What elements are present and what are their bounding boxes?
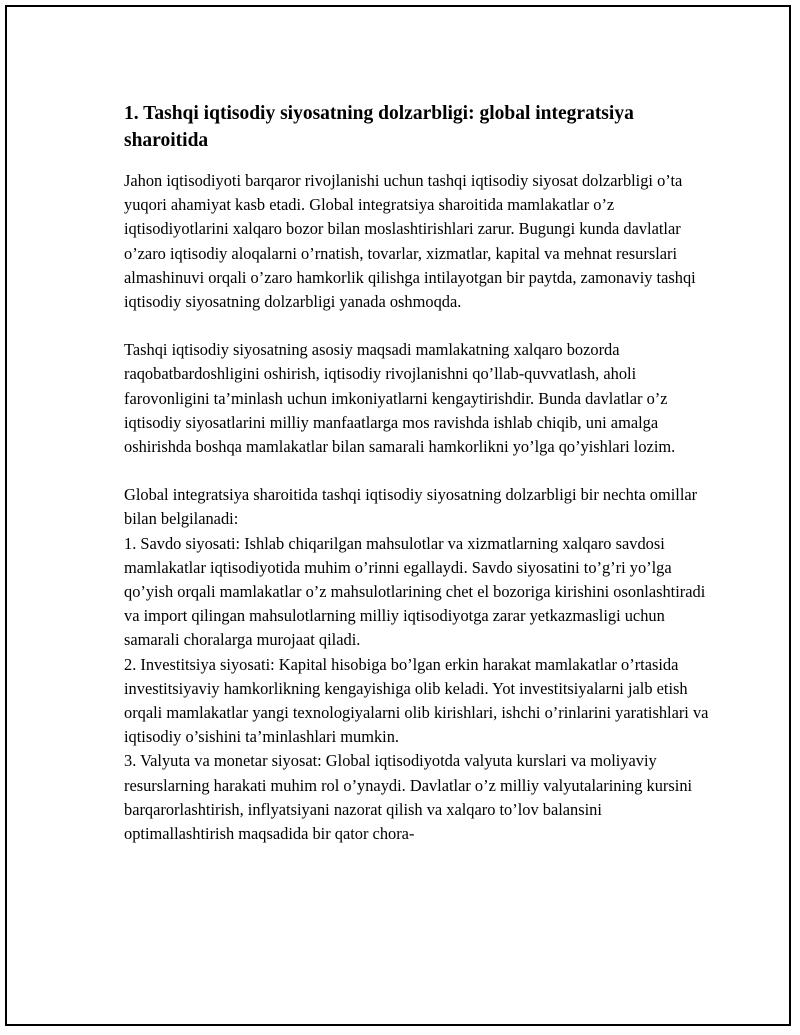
section-heading: 1. Tashqi iqtisodiy siyosatning dolzarbligi: global integratsiya sharoitida (124, 103, 634, 151)
list-item-trade-policy: 1. Savdo siyosati: Ishlab chiqarilgan mahsulotlar va xizmatlarning xalqaro savdosi mamlakatlar iqtisodiyotida muhim o’rinni egallaydi. Savdo siyosatini to’g’ri yo’lga qo’yish orqali mamlakatlar o’z mahsulotlarining chet el bozoriga kirishini osonlashtiradi va import qilingan mahsulotlarning milliy iqtisodiyotga zarar yetkazmasligi uchun samarali choralarga murojaat qiladi. (124, 533, 706, 650)
paragraph-spacer (124, 314, 714, 338)
document-body (124, 100, 714, 846)
page-frame (5, 5, 791, 1026)
list-item-investment-policy: 2. Investitsiya siyosati: Kapital hisobiga bo’lgan erkin harakat mamlakatlar o’rtasida investitsiyaviy hamkorlikning kengayishiga olib keladi. Yot investitsiyalarni jalb etish orqali mamlakatlar yangi texnologiyalarni olib kirishlari, ishchi o’rinlarini yaratishlari va iqtisodiy o’sishini ta’minlashlari mumkin. (124, 654, 709, 747)
list-item-monetary-policy: 3. Valyuta va monetar siyosat: Global iqtisodiyotda valyuta kurslari va moliyaviy resurslarning harakati muhim rol o’ynaydi. Davlatlar o’z milliy valyutalarining kursini barqarorlashtirish, inflyatsiyani nazorat qilish va xalqaro to’lov balansini optimallashtirish maqsadida bir qator chora- (124, 751, 693, 844)
paragraph-goal: Tashqi iqtisodiy siyosatning asosiy maqsadi mamlakatning xalqaro bozorda raqobatbardoshligini oshirish, iqtisodiy rivojlanishni qo’llab-quvvatlash, aholi farovonligini ta’minlash uchun imkoniyatlarni kengaytirishdir. Bunda davlatlar o’z iqtisodiy siyosatlarini milliy manfaatlarga mos ravishda ishlab chiqib, uni amalga oshirishda boshqa mamlakatlar bilan samarali hamkorlikni yo’lga qo’yishlari lozim. (124, 340, 676, 457)
paragraph-spacer (124, 459, 714, 483)
paragraph-intro: Jahon iqtisodiyoti barqaror rivojlanishi uchun tashqi iqtisodiy siyosat dolzarbligi o’ta yuqori ahamiyat kasb etadi. Global integratsiya sharoitida mamlakatlar o’z iqtisodiyotlarini xalqaro bozor bilan moslashtirishlari zarur. Bugungi kunda davlatlar o’zaro iqtisodiy aloqalarni o’rnatish, tovarlar, xizmatlar, kapital va mehnat resurslari almashinuvi orqali o’zaro hamkorlik qilishga intilayotgan bir paytda, zamonaviy tashqi iqtisodiy siyosatning dolzarbligi yanada oshmoqda. (124, 171, 696, 312)
paragraph-factors-intro: Global integratsiya sharoitida tashqi iqtisodiy siyosatning dolzarbligi bir nechta omillar bilan belgilanadi: (124, 485, 698, 529)
